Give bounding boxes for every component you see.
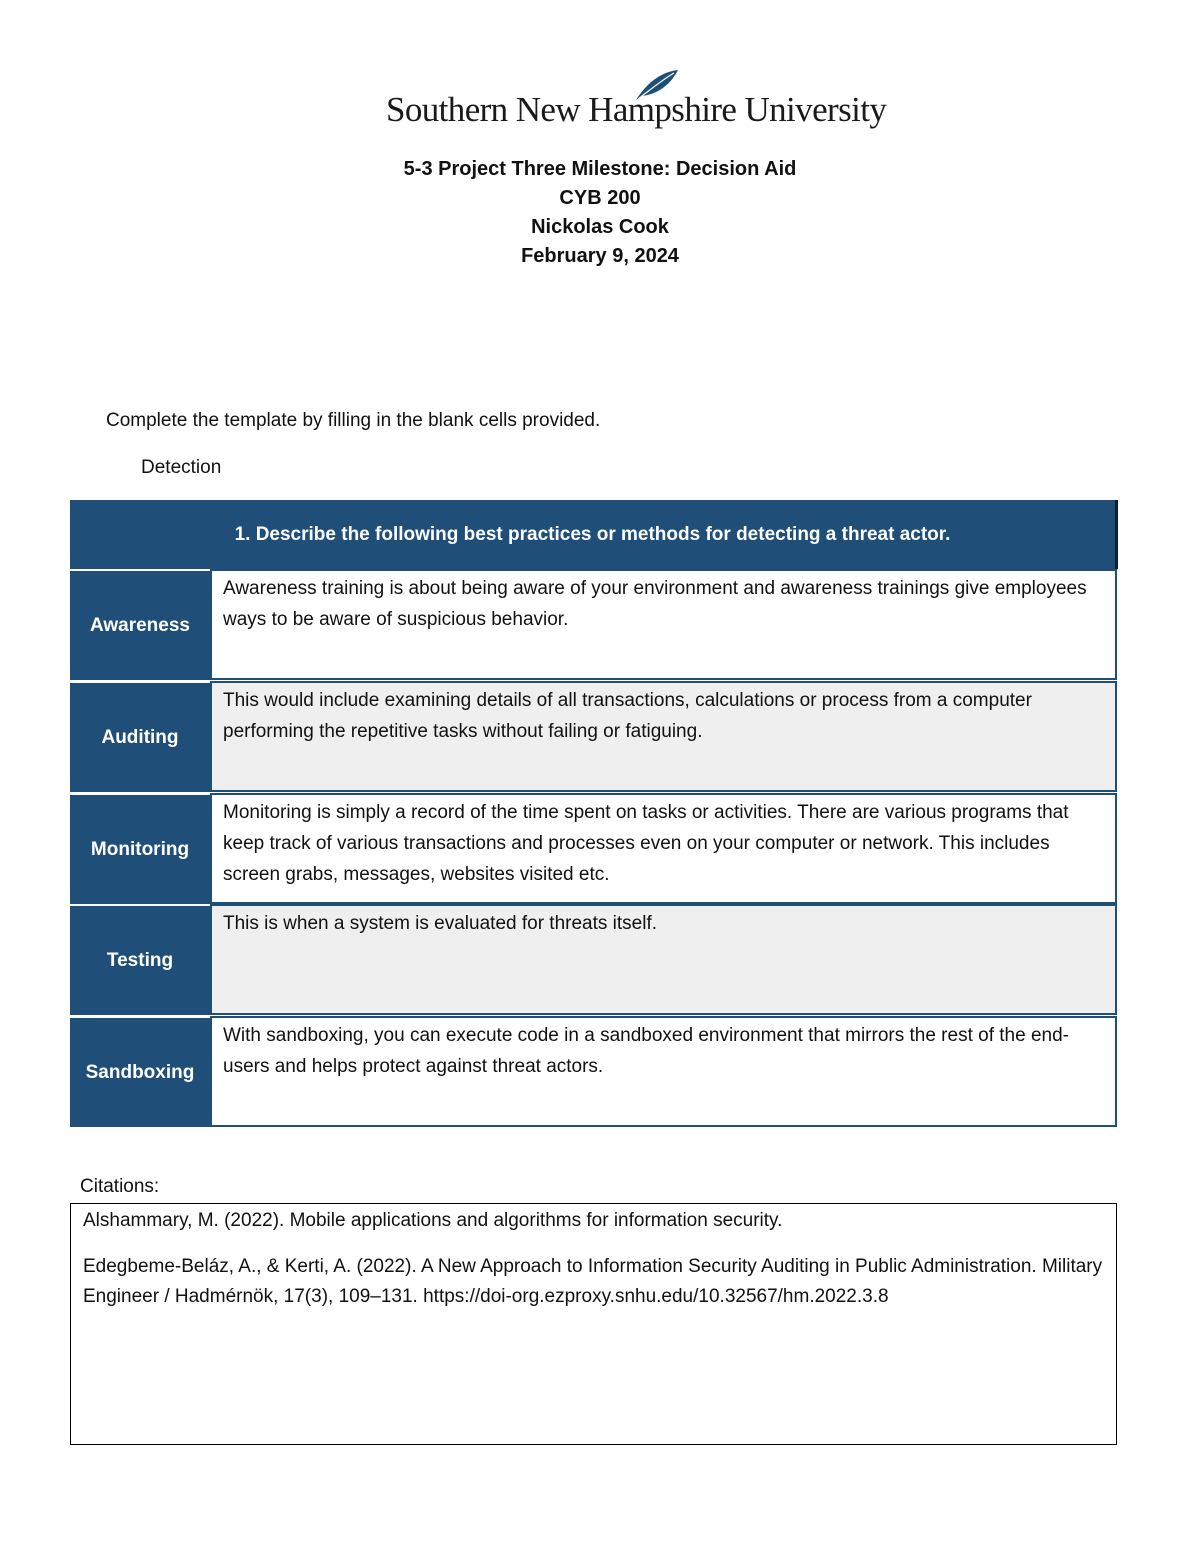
row-label: Awareness: [70, 569, 210, 680]
university-logo: [386, 66, 887, 138]
citations-label: Citations:: [80, 1176, 160, 1197]
citation-entry: Alshammary, M. (2022). Mobile applications and algorithms for information security.: [83, 1210, 783, 1231]
row-label: Sandboxing: [70, 1016, 210, 1127]
table-header: 1. Describe the following best practices or methods for detecting a threat actor.: [70, 500, 1118, 569]
instructions: Complete the template by filling in the blank cells provided.: [106, 410, 601, 431]
document-date: February 9, 2024: [521, 245, 679, 267]
author-name: Nickolas Cook: [531, 216, 669, 238]
row-label: Testing: [70, 904, 210, 1015]
row-text[interactable]: Awareness training is about being aware of your environment and awareness trainings give employees ways to be aware of suspicious behavior.: [210, 569, 1117, 680]
table-row: [70, 569, 1117, 680]
logo-text: Southern New Hampshire University: [386, 90, 887, 129]
detection-table: [70, 500, 1117, 1127]
title-block: [0, 155, 1200, 271]
citations-box[interactable]: [70, 1203, 1117, 1445]
section-label: Detection: [141, 457, 222, 478]
table-row: [70, 681, 1117, 792]
row-label: Monitoring: [70, 793, 210, 904]
row-label: Auditing: [70, 681, 210, 792]
row-text[interactable]: This is when a system is evaluated for threats itself.: [210, 904, 1117, 1015]
course-code: CYB 200: [559, 187, 641, 209]
citation-entry: Edegbeme-Beláz, A., & Kerti, A. (2022). A New Approach to Information Security Auditing in Public Administration. Military Engineer / Hadmérnök, 17(3), 109–131. https://doi-org.ezproxy.snhu.edu/10.32567/hm.2022.3.8: [83, 1256, 1103, 1307]
row-text[interactable]: With sandboxing, you can execute code in a sandboxed environment that mirrors the rest of the end-users and helps protect against threat actors.: [210, 1016, 1117, 1127]
table-row: [70, 904, 1117, 1015]
document-title: 5-3 Project Three Milestone: Decision Aid: [403, 158, 797, 180]
table-row: [70, 793, 1117, 904]
row-text[interactable]: Monitoring is simply a record of the time spent on tasks or activities. There are various programs that keep track of various transactions and processes even on your computer or network. This includes screen grabs, messages, websites visited etc.: [210, 793, 1117, 904]
row-text[interactable]: This would include examining details of all transactions, calculations or process from a computer performing the repetitive tasks without failing or fatiguing.: [210, 681, 1117, 792]
table-row: [70, 1016, 1117, 1127]
